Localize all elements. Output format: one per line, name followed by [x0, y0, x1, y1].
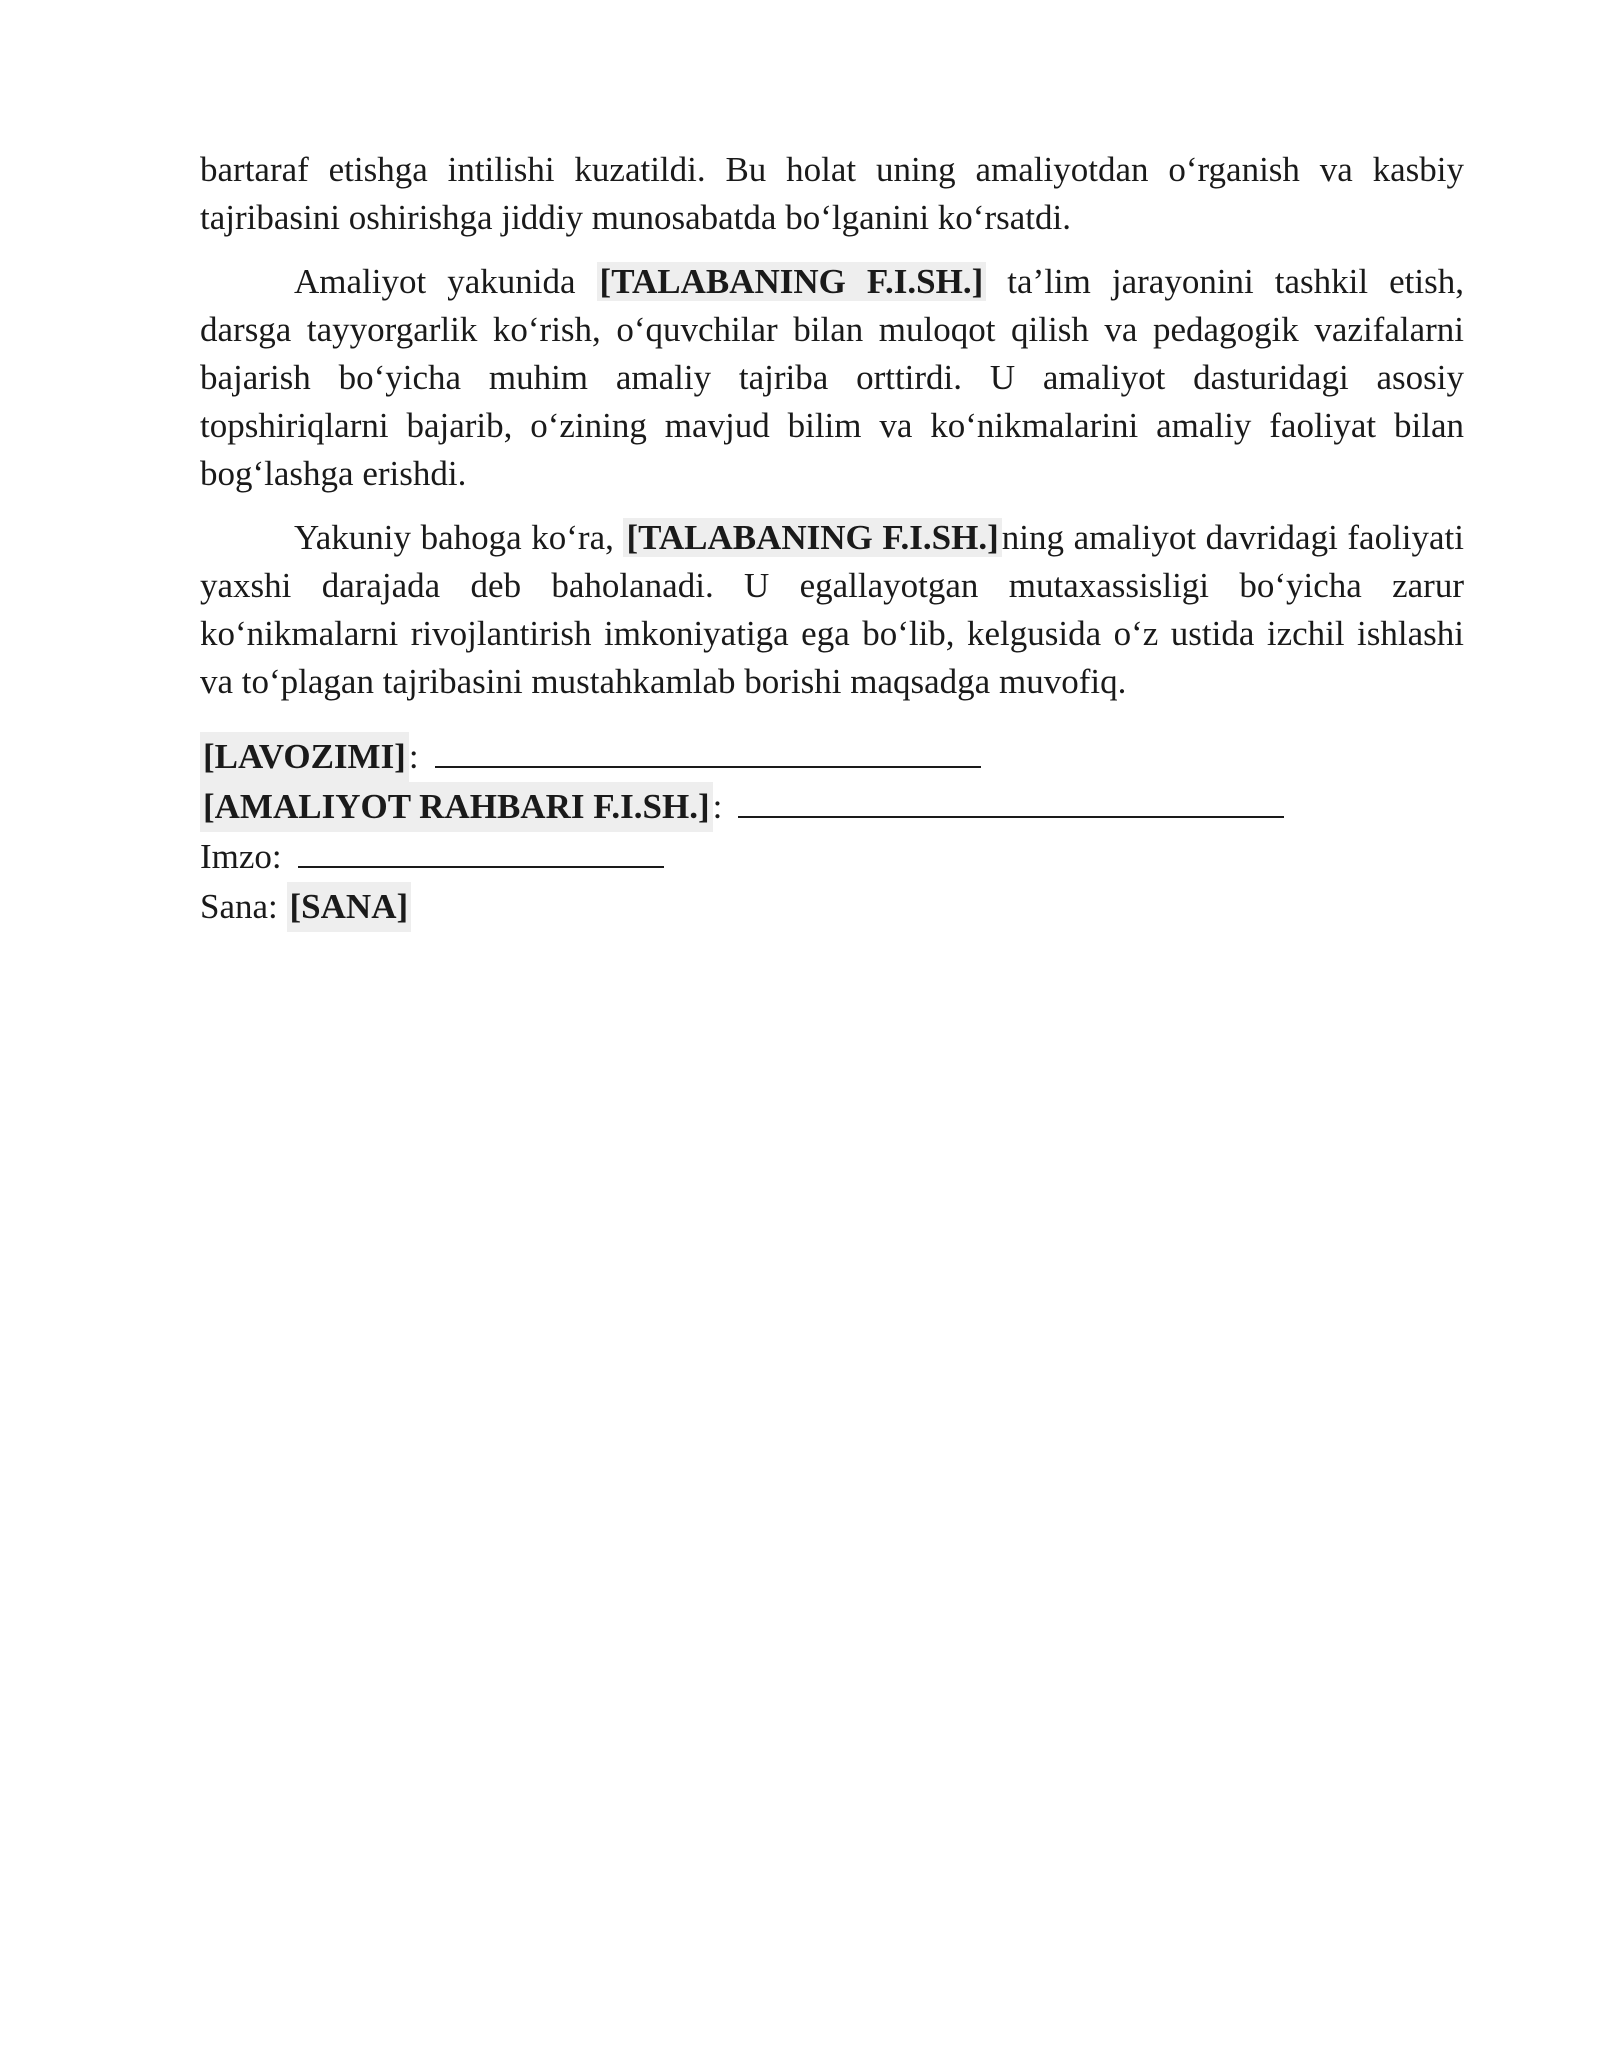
position-placeholder[interactable]: [LAVOZIMI] — [200, 732, 409, 782]
position-row — [200, 732, 1464, 782]
supervisor-name-placeholder[interactable]: [AMALIYOT RAHBARI F.I.SH.] — [200, 782, 713, 832]
date-label: Sana: — [200, 887, 287, 926]
document-page — [200, 146, 1464, 932]
signature-row — [200, 832, 1464, 882]
supervisor-underline[interactable] — [738, 782, 1284, 818]
paragraph-3-body: ning amaliyot davridagi faoliyati yaxshi darajada deb baholanadi. U egallayotgan mutaxassisligi bo‘yicha zarur ko‘nikmalarni rivojlantirish imkoniyatiga ega bo‘lib, kelgusida o‘z ustida izchil ishlashi va to‘plagan tajribasini mustahkamlab borishi maqsadga muvofiq. — [200, 518, 1465, 701]
supervisor-row — [200, 782, 1464, 832]
position-colon: : — [408, 737, 419, 776]
paragraph-2-lead: Amaliyot yakunida — [294, 262, 597, 301]
paragraph-1: bartaraf etishga intilishi kuzatildi. Bu holat uning amaliyotdan o‘rganish va kasbiy tajribasini oshirishga jiddiy munosabatda bo‘lganini ko‘rsatdi. — [200, 150, 1464, 237]
position-underline[interactable] — [435, 732, 981, 768]
paragraph-2-body: ta’lim jarayonini tashkil etish, darsga tayyorgarlik ko‘rish, o‘quvchilar bilan muloqot qilish va pedagogik vazifalarni bajarish bo‘yicha muhim amaliy tajriba orttirdi. U amaliyot dasturidagi asosiy topshiriqlarni bajarib, o‘zining mavjud bilim va ko‘nikmalarini amaliy faoliyat bilan bog‘lashga erishdi. — [200, 262, 1464, 493]
signature-label: Imzo: — [200, 837, 282, 876]
date-placeholder[interactable]: [SANA] — [287, 882, 412, 932]
paragraph-3 — [200, 514, 1464, 706]
paragraph-3-lead: Yakuniy bahoga ko‘ra, — [294, 518, 624, 557]
signature-block — [200, 732, 1464, 932]
date-row — [200, 882, 1464, 932]
signature-underline[interactable] — [298, 832, 664, 868]
student-name-placeholder[interactable]: [TALABANING F.I.SH.] — [623, 518, 1001, 557]
student-name-placeholder[interactable]: [TALABANING F.I.SH.] — [597, 262, 987, 301]
supervisor-colon: : — [712, 787, 723, 826]
paragraph-2 — [200, 258, 1464, 498]
